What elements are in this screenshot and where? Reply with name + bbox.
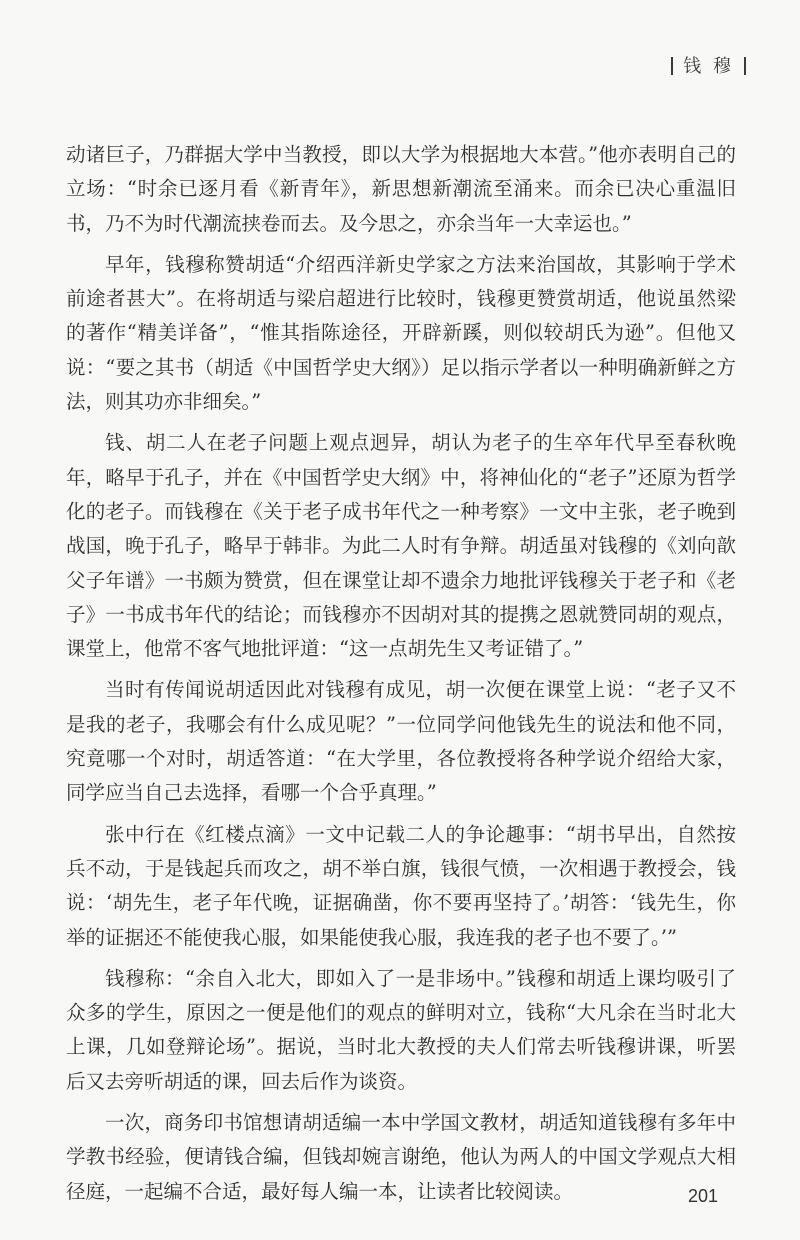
header-right-bar bbox=[744, 57, 746, 75]
paragraph: 动诸巨子，乃群据大学中当教授，即以大学为根据地大本营。”他亦表明自己的立场：“时余已逐月看《新青年》，新思想新潮流至涌来。而余已决心重温旧书，乃不为时代潮流挟卷而去。及今思之，亦余当年一大幸运也。” bbox=[66, 143, 736, 235]
header-left-bar bbox=[671, 57, 673, 75]
paragraph: 早年，钱穆称赞胡适“介绍西洋新史学家之方法来治国故，其影响于学术前途者甚大”。在将胡适与梁启超进行比较时，钱穆更赞赏胡适，他说虽然梁的著作“精美详备”，“惟其指陈途径，开辟新蹊，则似较胡氏为逊”。但他又说：“要之其书（胡适《中国哲学史大纲》）足以指示学者以一种明确新鲜之方法，则其功亦非细矣。” bbox=[66, 252, 736, 414]
header-title: 钱 穆 bbox=[683, 56, 734, 77]
running-header bbox=[661, 52, 756, 78]
paragraph: 当时有传闻说胡适因此对钱穆有成见，胡一次便在课堂上说：“老子又不是我的老子，我哪会有什么成见呢？”一位同学问他钱先生的说法和他不同，究竟哪一个对时，胡适答道：“在大学里，各位教授将各种学说介绍给大家，同学应当自己去选择，看哪一个合乎真理。” bbox=[66, 678, 736, 805]
paragraph: 一次，商务印书馆想请胡适编一本中学国文教材，胡适知道钱穆有多年中学教书经验，便请钱合编，但钱却婉言谢绝，他认为两人的中国文学观点大相径庭，一起编不合适，最好每人编一本，让读者比较阅读。 bbox=[66, 1111, 736, 1203]
paragraph: 钱穆称：“余自入北大，即如入了一是非场中。”钱穆和胡适上课均吸引了众多的学生，原因之一便是他们的观点的鲜明对立，钱称“大凡余在当时北大上课，几如登辩论场”。据说，当时北大教授的夫人们常去听钱穆讲课，听罢后又去旁听胡适的课，回去后作为谈资。 bbox=[66, 966, 736, 1093]
paragraph: 张中行在《红楼点滴》一文中记载二人的争论趣事：“胡书早出，自然按兵不动，于是钱起兵而攻之，胡不举白旗，钱很气愤，一次相遇于教授会，钱说：‘胡先生，老子年代晚，证据确凿，你不要再坚持了。’胡答：‘钱先生，你举的证据还不能使我心服，如果能使我心服，我连我的老子也不要了。’” bbox=[66, 822, 736, 949]
paragraph: 钱、胡二人在老子问题上观点迥异，胡认为老子的生卒年代早至春秋晚年，略早于孔子，并在《中国哲学史大纲》中，将神仙化的“老子”还原为哲学化的老子。而钱穆在《关于老子成书年代之一种考察》一文中主张，老子晚到战国，晚于孔子，略早于韩非。为此二人时有争辩。胡适虽对钱穆的《刘向歆父子年谱》一书颇为赞赏，但在课堂让却不遗余力地批评钱穆关于老子和《老子》一书成书年代的结论；而钱穆亦不因胡对其的提携之恩就赞同胡的观点，课堂上，他常不客气地批评道：“这一点胡先生又考证错了。” bbox=[66, 431, 736, 661]
body-text bbox=[66, 138, 736, 1216]
page-number: 201 bbox=[687, 1186, 718, 1206]
